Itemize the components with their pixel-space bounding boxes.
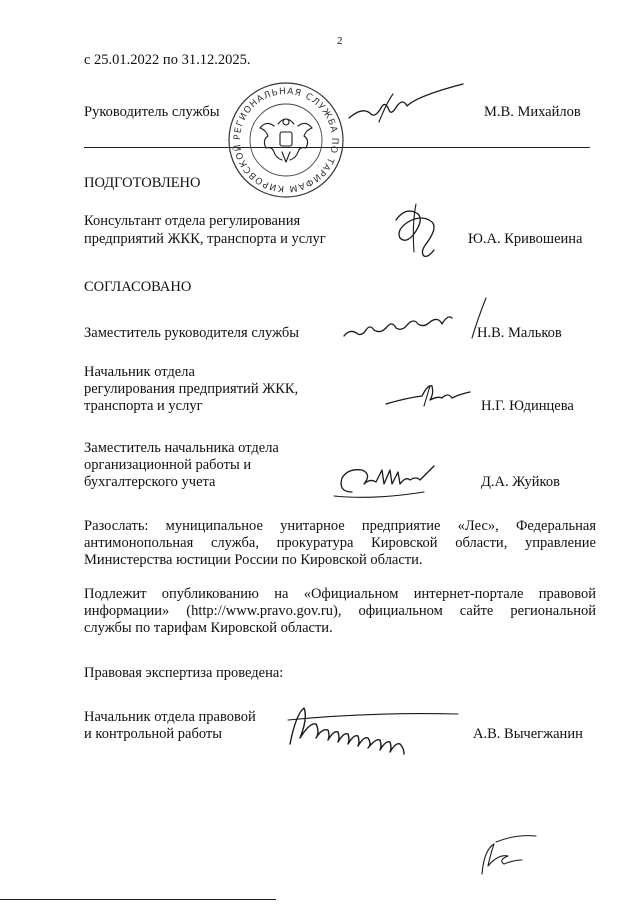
publication-line-3: службы по тарифам Кировской области. xyxy=(84,620,333,636)
head-signature xyxy=(345,84,465,134)
publication-line-1: Подлежит опубликованию на «Официальном интернет-портале правовой xyxy=(84,586,596,602)
period-line: с 25.01.2022 по 31.12.2025. xyxy=(84,52,251,68)
prepared-heading: ПОДГОТОВЛЕНО xyxy=(84,175,201,191)
agreed-signer-3-position-line-1: Заместитель начальника отдела xyxy=(84,440,279,456)
legal-review-position-line-2: и контрольной работы xyxy=(84,726,222,742)
agreed-signer-3-position-line-2: организационной работы и xyxy=(84,457,252,473)
publication-paragraph xyxy=(84,586,596,637)
agreed-signer-2-position-line-1: Начальник отдела xyxy=(84,364,195,380)
initials-mark xyxy=(476,828,546,878)
legal-review-statement: Правовая экспертиза проведена: xyxy=(84,665,284,681)
distribution-line-3: Министерства юстиции России по Кировской области. xyxy=(84,552,423,568)
legal-review-position-line-1: Начальник отдела правовой xyxy=(84,709,256,725)
prepared-position-line-1: Консультант отдела регулирования xyxy=(84,213,301,229)
agreed-signer-2-position-line-2: регулирования предприятий ЖКК, xyxy=(84,381,299,397)
legal-review-name: А.В. Вычегжанин xyxy=(473,726,583,742)
distribution-paragraph xyxy=(84,518,596,569)
prepared-position-line-2: предприятий ЖКК, транспорта и услуг xyxy=(84,231,326,247)
agreed-signer-2-position-line-3: транспорта и услуг xyxy=(84,398,203,414)
head-name: М.В. Михайлов xyxy=(484,104,581,120)
svg-text:РЕГИОНАЛЬНАЯ СЛУЖБА ПО ТАРИФАМ: РЕГИОНАЛЬНАЯ СЛУЖБА ПО ТАРИФАМ КИРОВСКОЙ ОБЛАСТИ xyxy=(221,73,340,194)
agreed-signer-2-signature xyxy=(384,382,474,412)
agreed-signer-3-position-line-3: бухгалтерского учета xyxy=(84,474,216,490)
distribution-line-1: Разослать: муниципальное унитарное предприятие «Лес», Федеральная xyxy=(84,518,596,534)
agreed-heading: СОГЛАСОВАНО xyxy=(84,279,192,295)
agreed-signer-3-signature xyxy=(330,462,450,502)
head-title: Руководитель службы xyxy=(84,104,220,120)
footer-rule xyxy=(0,899,276,900)
agreed-signer-1-name: Н.В. Мальков xyxy=(477,325,562,341)
official-seal-stamp xyxy=(221,73,346,200)
publication-line-2: информации» (http://www.pravo.gov.ru), официальном сайте региональной xyxy=(84,603,596,619)
page-number: 2 xyxy=(337,35,343,47)
agreed-signer-2-name: Н.Г. Юдинцева xyxy=(481,398,574,414)
legal-review-signature xyxy=(286,700,466,750)
prepared-name: Ю.А. Кривошеина xyxy=(468,231,583,247)
distribution-line-2: антимонопольная служба, прокуратура Кировской области, управление xyxy=(84,535,596,551)
agreed-signer-1-signature xyxy=(340,296,490,346)
prepared-signature xyxy=(386,200,446,258)
agreed-signer-3-name: Д.А. Жуйков xyxy=(481,474,560,490)
agreed-signer-1-position: Заместитель руководителя службы xyxy=(84,325,300,341)
